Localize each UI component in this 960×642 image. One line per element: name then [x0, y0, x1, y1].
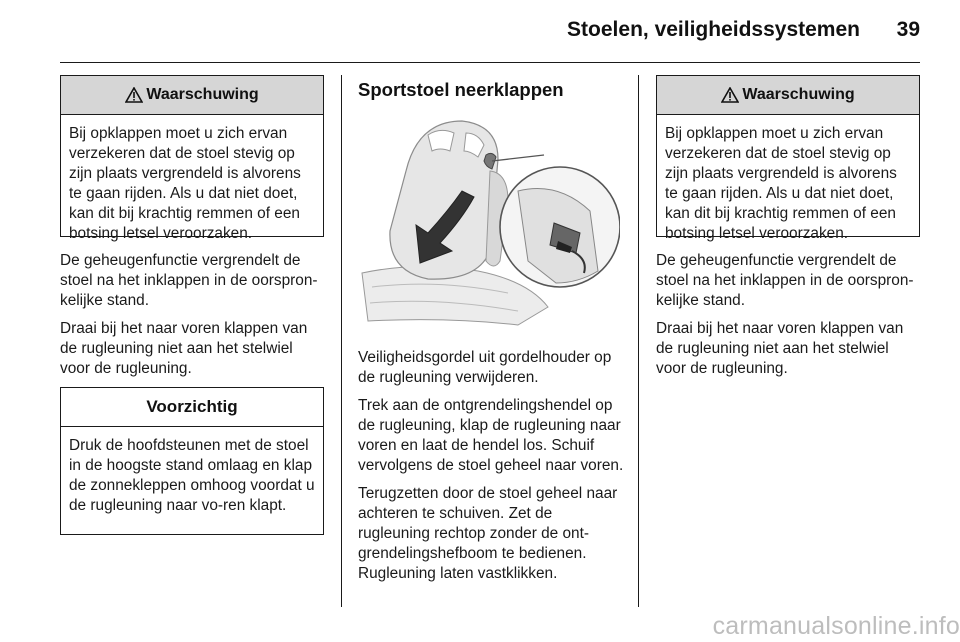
caution-text: Druk de hoofdsteunen met de stoel in de hoogste stand omlaag en klap de zonnekleppen omhoog voordat u de rugleuning naar vo-ren klapt. — [69, 437, 315, 514]
warning-icon — [125, 87, 143, 103]
warning-text: Bij opklappen moet u zich ervan verzekeren dat de stoel stevig op zijn plaats vergrendeld is alvorens te gaan rijden. Als u dat niet doet, kan dit bij krachtig remmen of een botsing letsel veroorzaken. — [69, 125, 301, 242]
caution-box — [60, 387, 324, 535]
warning-title: Waarschuwing — [146, 86, 259, 103]
warning-box — [60, 75, 324, 242]
warning-box — [656, 75, 920, 242]
page-number: 39 — [896, 18, 920, 41]
warning-text: Bij opklappen moet u zich ervan verzekeren dat de stoel stevig op zijn plaats vergrendeld is alvorens te gaan rijden. Als u dat niet doet, kan dit bij krachtig remmen of een botsing letsel veroorzaken. — [665, 125, 897, 242]
paragraph: Trek aan de ontgrendelingshendel op de rugleuning, klap de rugleuning naar voren en laat de hendel los. Schuif vervolgens de stoel geheel naar voren. — [358, 397, 624, 474]
caution-title: Voorzichtig — [61, 388, 323, 427]
paragraph: Veiligheidsgordel uit gordelhouder op de rugleuning verwijderen. — [358, 349, 612, 386]
warning-header — [657, 76, 919, 115]
header-divider — [60, 62, 920, 63]
paragraph: Draai bij het naar voren klappen van de rugleuning niet aan het stelwiel voor de rugleuning. — [60, 320, 308, 377]
column-divider-left — [341, 75, 342, 607]
paragraph: Terugzetten door de stoel geheel naar achteren te schuiven. Zet de rugleuning rechtop zonder de ont-grendelingshefboom te bedienen. Rugleuning laten vastklikken. — [358, 485, 618, 582]
section-heading: Sportstoel neerklappen — [358, 79, 564, 100]
paragraph: Draai bij het naar voren klappen van de rugleuning niet aan het stelwiel voor de rugleuning. — [656, 320, 904, 377]
paragraph: De geheugenfunctie vergrendelt de stoel na het inklappen in de oorspron-kelijke stand. — [656, 252, 914, 309]
warning-title: Waarschuwing — [742, 86, 855, 103]
warning-header — [61, 76, 323, 115]
warning-icon — [721, 87, 739, 103]
paragraph: De geheugenfunctie vergrendelt de stoel na het inklappen in de oorspron-kelijke stand. — [60, 252, 318, 309]
left-column — [60, 75, 324, 535]
page-title: Stoelen, veiligheidssystemen — [567, 18, 860, 41]
watermark: carmanualsonline.info — [712, 612, 960, 640]
middle-column — [358, 75, 624, 592]
seat-folding-illustration — [358, 111, 620, 329]
right-column — [656, 75, 920, 387]
column-divider-right — [638, 75, 639, 607]
